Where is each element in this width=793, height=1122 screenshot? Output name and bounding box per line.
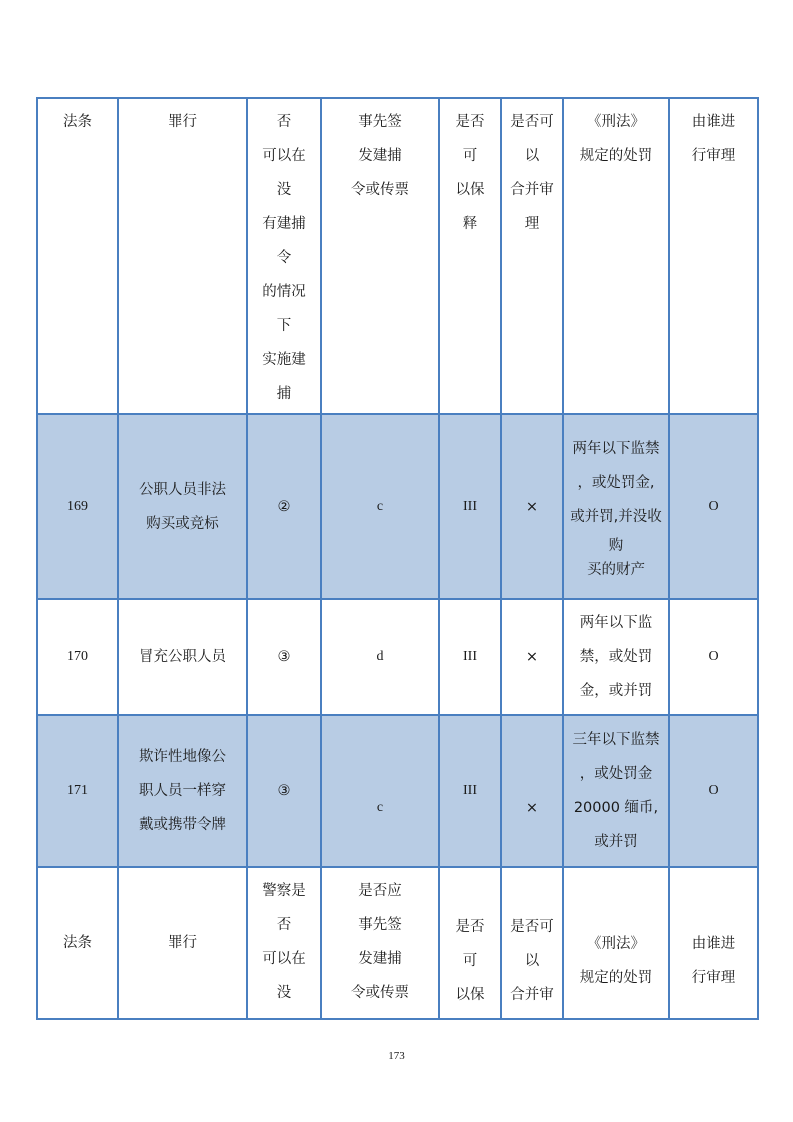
header-crime: 罪行 [118, 98, 247, 414]
header-warrant: 是否应 事先签 发建捕 令或传票 [321, 867, 439, 1019]
header-arrest-without-warrant: 警察是 否 可以在 没 [247, 867, 321, 1019]
header-arrest-without-warrant: 否 可以在 没 有建捕 令 的情况 下 实施建 捕 [247, 98, 321, 414]
crime-cell: 欺诈性地像公 职人员一样穿 戴或携带令牌 [118, 715, 247, 867]
bail-cell: III [439, 414, 501, 599]
header-law: 法条 [37, 867, 118, 1019]
header-crime: 罪行 [118, 867, 247, 1019]
warrant-cell: c [321, 715, 439, 867]
law-number: 170 [37, 599, 118, 715]
merge-cell: × [501, 715, 563, 867]
header-penalty: 《刑法》 规定的处罚 [563, 98, 669, 414]
header-trial-by: 由谁进 行审理 [669, 867, 758, 1019]
penalty-cell: 两年以下监 禁，或处罚 金，或并罚 [563, 599, 669, 715]
penalty-cell: 三年以下监禁 ，或处罚金 20000 缅币, 或并罚 [563, 715, 669, 867]
header-warrant: 事先签 发建捕 令或传票 [321, 98, 439, 414]
penalty-cell: 两年以下监禁 ，或处罚金, 或并罚,并没收 购 买的财产 [563, 414, 669, 599]
criminal-code-table [36, 97, 759, 1020]
merge-cell: × [501, 599, 563, 715]
trial-cell: O [669, 715, 758, 867]
header-bail: 是否 可 以保 [439, 867, 501, 1019]
header-bail: 是否 可 以保 释 [439, 98, 501, 414]
trial-cell: O [669, 414, 758, 599]
warrant-cell: c [321, 414, 439, 599]
header-merge-trial: 是否可 以 合并审 [501, 867, 563, 1019]
arrest-cell: ③ [247, 715, 321, 867]
header-law: 法条 [37, 98, 118, 414]
law-number: 171 [37, 715, 118, 867]
table-row [37, 599, 758, 715]
law-number: 169 [37, 414, 118, 599]
warrant-cell: d [321, 599, 439, 715]
arrest-cell: ② [247, 414, 321, 599]
bail-cell: III [439, 715, 501, 867]
header-trial-by: 由谁进 行审理 [669, 98, 758, 414]
table-row [37, 414, 758, 599]
crime-cell: 公职人员非法 购买或竞标 [118, 414, 247, 599]
page-number: 173 [388, 1050, 405, 1062]
merge-cell: × [501, 414, 563, 599]
table-header-row [37, 98, 758, 414]
header-penalty: 《刑法》 规定的处罚 [563, 867, 669, 1019]
bail-cell: III [439, 599, 501, 715]
table-repeat-header-row [37, 867, 758, 1019]
crime-cell: 冒充公职人员 [118, 599, 247, 715]
arrest-cell: ③ [247, 599, 321, 715]
header-merge-trial: 是否可 以 合并审 理 [501, 98, 563, 414]
table-row [37, 715, 758, 867]
trial-cell: O [669, 599, 758, 715]
